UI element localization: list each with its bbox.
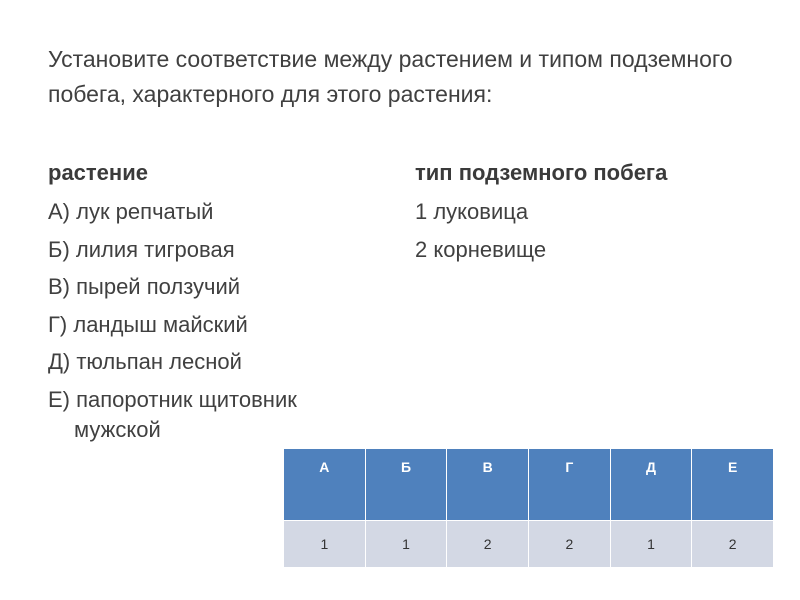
plant-item-d: Д) тюльпан лесной <box>48 349 242 374</box>
answer-letter-e: Е <box>692 449 774 521</box>
answer-letter-v: В <box>447 449 529 521</box>
answer-letter-a: А <box>284 449 366 521</box>
answer-table <box>283 448 774 568</box>
task-title: Установите соответствие между растением и типом подземного побега, характерного для этого растения: <box>48 46 733 107</box>
plants-column <box>48 155 378 445</box>
plant-item-e: Е) папоротник щитовник мужской <box>48 386 297 442</box>
plant-item-b: Б) лилия тигровая <box>48 236 235 262</box>
answer-letter-g: Г <box>529 449 611 521</box>
answer-value-a: 1 <box>284 521 366 568</box>
answer-table-header-row <box>284 449 774 521</box>
answer-letter-b: Б <box>365 449 447 521</box>
types-column <box>415 155 775 268</box>
answer-value-e: 2 <box>692 521 774 568</box>
type-item-1: 1 луковица <box>415 199 529 224</box>
answer-letter-d: Д <box>610 449 692 521</box>
plants-header: растение <box>48 160 148 185</box>
answer-value-b: 1 <box>365 521 447 568</box>
type-item-2: 2 корневище <box>415 236 547 262</box>
plant-item-v: В) пырей ползучий <box>48 274 241 299</box>
plant-item-g: Г) ландыш майский <box>48 311 248 337</box>
answer-value-g: 2 <box>529 521 611 568</box>
types-header: тип подземного побега <box>415 160 668 185</box>
plant-item-a: А) лук репчатый <box>48 199 214 224</box>
answer-table-value-row <box>284 521 774 568</box>
answer-value-d: 1 <box>610 521 692 568</box>
answer-value-v: 2 <box>447 521 529 568</box>
